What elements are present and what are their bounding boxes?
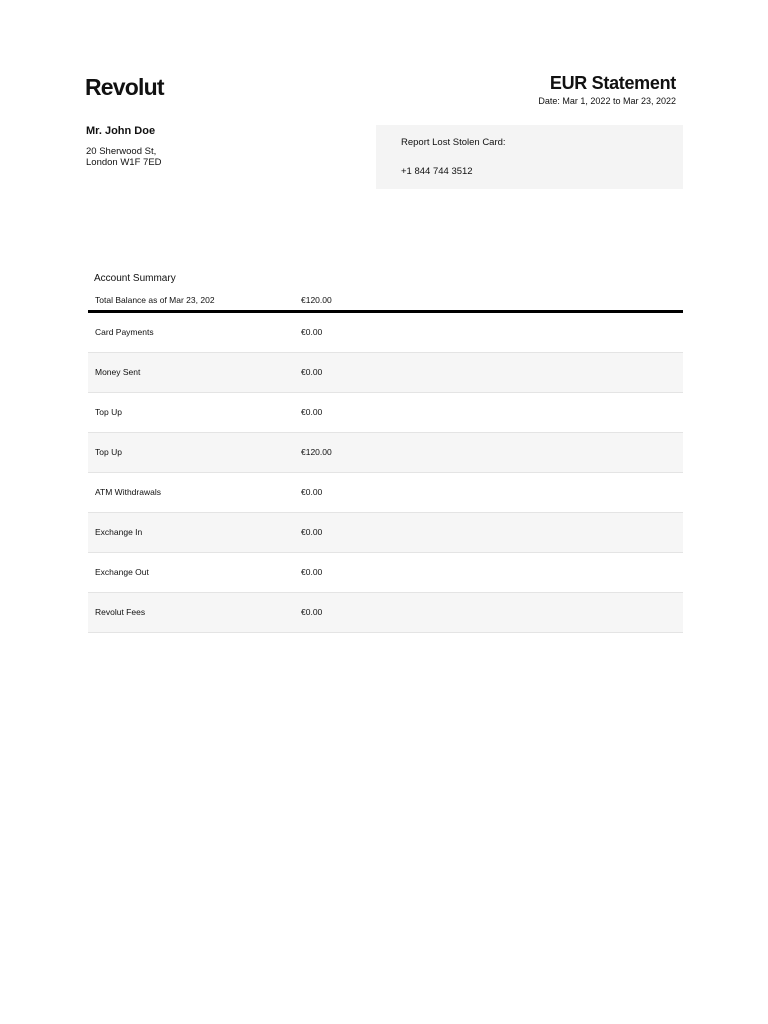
summary-row [88,313,683,353]
summary-row-value: €0.00 [301,607,323,617]
summary-row-value: €0.00 [301,567,323,577]
statement-date-range: Date: Mar 1, 2022 to Mar 23, 2022 [538,96,676,106]
account-summary-table [88,271,683,633]
customer-block [86,124,306,168]
address-line-1: 20 Sherwood St, [86,146,157,157]
summary-row-value: €0.00 [301,527,323,537]
summary-row-value: €0.00 [301,407,323,417]
summary-row-label: Revolut Fees [95,607,146,617]
summary-row-value: €0.00 [301,327,323,337]
address-line-2: London W1F 7ED [86,157,162,168]
customer-name: Mr. John Doe [86,125,156,137]
lost-card-phone: +1 844 744 3512 [401,166,473,177]
statement-title: EUR Statement [549,73,676,93]
lost-card-label: Report Lost Stolen Card: [401,137,506,148]
summary-row-label: Top Up [95,447,122,457]
summary-row-label: ATM Withdrawals [95,487,161,497]
summary-row-value: €0.00 [301,367,323,377]
summary-row [88,473,683,513]
total-balance-row [88,291,683,313]
summary-row-value: €0.00 [301,487,323,497]
summary-row [88,393,683,433]
summary-row-label: Money Sent [95,367,141,377]
total-balance-value: €120.00 [301,295,332,305]
customer-address [86,146,306,168]
revolut-logo: Revolut [85,74,164,100]
summary-row [88,433,683,473]
lost-card-box [376,125,683,189]
summary-row [88,553,683,593]
summary-row-label: Exchange In [95,527,143,537]
summary-row-value: €120.00 [301,447,332,457]
summary-row [88,513,683,553]
summary-row-label: Card Payments [95,327,154,337]
statement-header [538,72,676,107]
summary-row [88,593,683,633]
total-balance-label: Total Balance as of Mar 23, 202 [95,295,215,305]
summary-row-label: Exchange Out [95,567,149,577]
summary-row [88,353,683,393]
summary-row-label: Top Up [95,407,122,417]
account-summary-title: Account Summary [94,273,176,284]
